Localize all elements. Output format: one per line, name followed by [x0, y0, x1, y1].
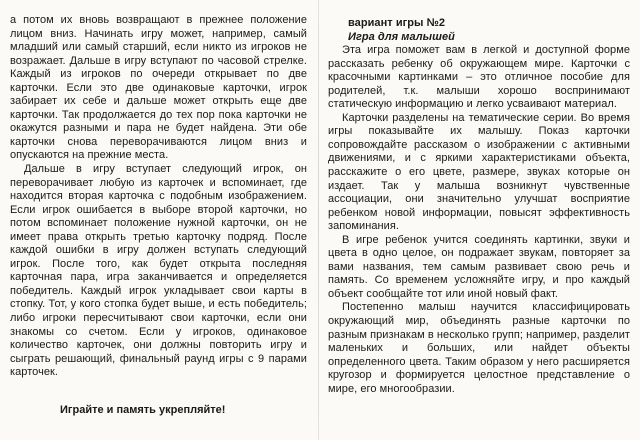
- paragraph: Дальше в игру вступает следующий игрок, он переворачивает любую из карточек и вспоминает, где находится вторая карточка с подобным изображением. Если игрок ошибается в выборе второй карточки, но потом вспоминает положение нужной карточки, он не имеет права открыть третью карточку подряд. После каждой ошибки в игру должен вступать следующий игрок. После того, как будет открыта последняя карточная пара, игра заканчивается и определяется победитель. Каждый игрок укладывает свои карты в стопку. Тот, у кого стопка будет выше, и есть победитель; либо игроки пересчитывают свои карточки, если они знакомы со счетом. Если у игроков, одинаковое количество карточек, они должны повторить игру и сыграть решающий, финальный раунд игры с 9 парами карточек.: [10, 163, 307, 379]
- left-page-column: [10, 14, 307, 380]
- right-page-column: [328, 17, 630, 396]
- section-subtitle: Игра для малышей: [348, 30, 455, 43]
- paragraph: В игре ребенок учится соединять картинки, звуки и цвета в одно целое, он подражает звукам, повторяет за вами названия, тем самым развивает свою речь и память. Со временем усложняйте игру, и про каждый объект сообщайте тот или иной новый факт.: [328, 233, 630, 300]
- paragraph: а потом их вновь возвращают в прежнее положение лицом вниз. Начинать игру может, например, самый младший или самый старший, если никто из игроков не возражает. Дальше в игру вступают по часовой стрелке. Каждый из игроков по очереди открывает по две карточки. Если это две одинаковые карточки, игрок забирает их себе и дальше может открыть еще две карточки. Так продолжается до тех пор пока карточки не окажутся разными и пара не будет найдена. Эти обе карточки снова переворачиваются лицом вниз и опускаются на прежние места.: [10, 14, 307, 162]
- paragraph: Эта игра поможет вам в легкой и доступной форме рассказать ребенку об окружающем мире. Карточки с красочными картинками – это отличное пособие для родителей, т.к. малыши хорошо воспринимают статическую информацию и легко усваивают материал.: [328, 44, 630, 111]
- paragraph: Постепенно малыш научится классифицировать окружающий мир, объединять разные карточки по разным признакам в несколько групп; например, разделит маленьких и больших, или найдет объекты определенного цвета. Таким образом у него расширяется кругозор и формируется целостное представление о мире, его многообразии.: [328, 301, 630, 395]
- closing-slogan: Играйте и память укрепляйте!: [60, 404, 226, 416]
- page-gutter: [318, 0, 319, 440]
- paragraph: Карточки разделены на тематические серии. Во время игры показывайте их малышу. Показ карточки сопровождайте рассказом о изображении с активными движениями, и с яркими характеристиками объекта, расскажите о его цвете, размере, звуках которые он издает. Так у малыша возникнут чувственные ассоциации, они значительно улучшат восприятие ребенком новой информации, повысят эффективность запоминания.: [328, 111, 630, 233]
- section-title: вариант игры №2: [348, 17, 446, 29]
